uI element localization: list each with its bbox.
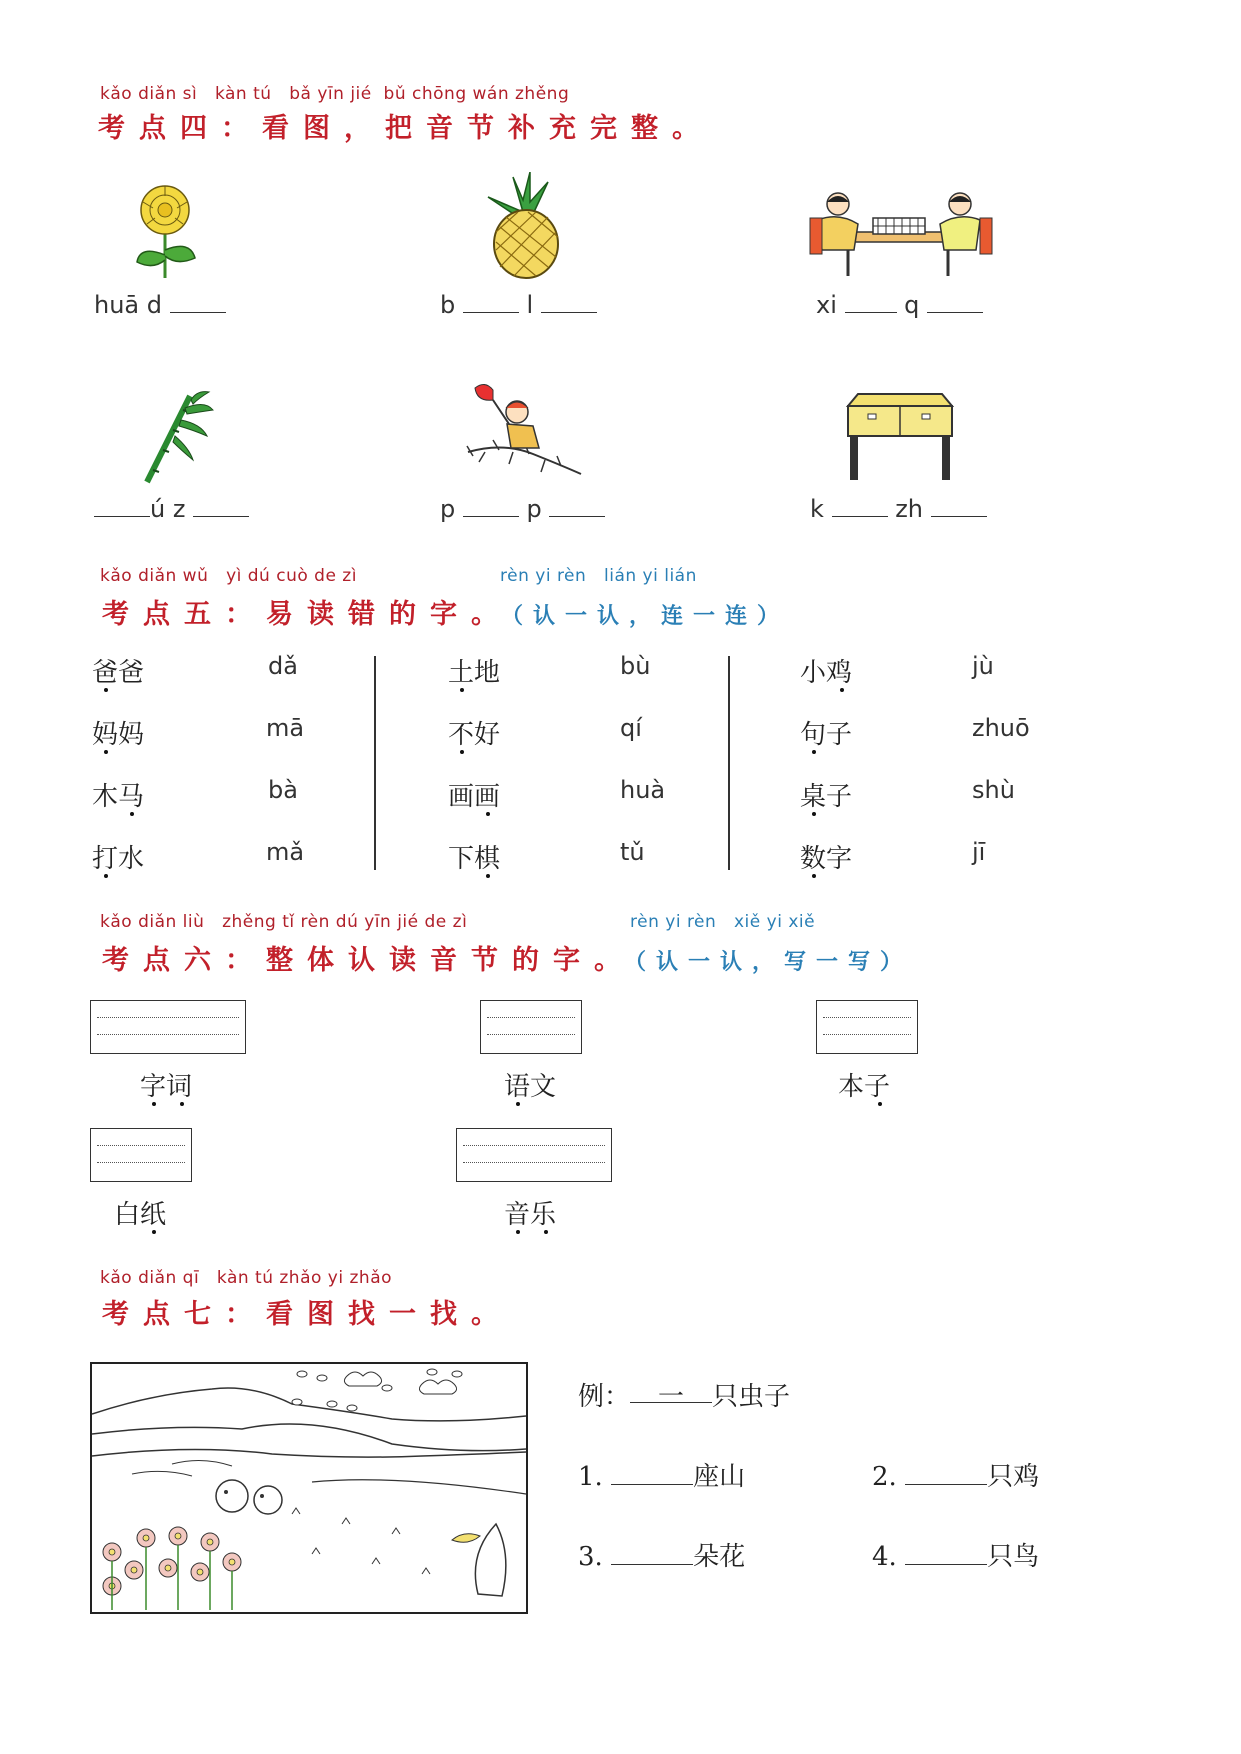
chess-players-icon <box>808 190 998 280</box>
section4-pinyin: kǎo diǎn sì kàn tú bǎ yīn jié bǔ chōng wán zhěng <box>100 84 570 104</box>
answer-blank[interactable] <box>905 1462 987 1485</box>
pinyin-item[interactable]: mǎ <box>266 838 305 866</box>
section6-instruction: （认一认，写一写） <box>635 950 913 975</box>
emphasis-dot <box>130 812 134 816</box>
word-item[interactable]: 不好 <box>448 720 501 750</box>
emphasis-dot <box>460 750 464 754</box>
writing-box[interactable] <box>90 1128 192 1182</box>
pinyin-item[interactable]: dǎ <box>268 652 298 680</box>
landscape-picture <box>90 1362 528 1614</box>
count-row-4: 4. 只鸟 <box>872 1542 1040 1572</box>
emphasis-dot <box>152 1102 156 1106</box>
pinyin-item[interactable]: qí <box>620 714 642 742</box>
desk-icon <box>838 392 958 482</box>
pinyin-item[interactable]: jù <box>972 652 994 680</box>
writing-box[interactable] <box>90 1000 246 1054</box>
pinyin-item[interactable]: huà <box>620 776 666 804</box>
emphasis-dot <box>104 874 108 878</box>
flower-icon <box>125 180 205 280</box>
emphasis-dot <box>180 1102 184 1106</box>
word-item: 音乐 <box>504 1200 557 1230</box>
emphasis-dot <box>516 1230 520 1234</box>
bamboo-pinyin-answer[interactable]: ú z <box>94 494 249 523</box>
landscape-drawing <box>92 1364 526 1612</box>
pinyin-item[interactable]: jī <box>972 838 986 866</box>
emphasis-dot <box>878 1102 882 1106</box>
word-item[interactable]: 妈妈 <box>92 720 145 750</box>
word-item[interactable]: 木马 <box>92 782 145 812</box>
pinyin-item[interactable]: bù <box>620 652 651 680</box>
emphasis-dot <box>152 1230 156 1234</box>
section6-pinyin: kǎo diǎn liù zhěng tǐ rèn dú yīn jié de zì <box>100 912 468 932</box>
emphasis-dot <box>812 750 816 754</box>
word-item: 白纸 <box>114 1200 167 1230</box>
word-item[interactable]: 下棋 <box>448 844 501 874</box>
emphasis-dot <box>486 874 490 878</box>
emphasis-dot <box>840 688 844 692</box>
emphasis-dot <box>104 750 108 754</box>
emphasis-dot <box>516 1102 520 1106</box>
example-row: 例： 一 只虫子 <box>578 1376 790 1413</box>
word-item[interactable]: 打水 <box>92 844 145 874</box>
word-item[interactable]: 小鸡 <box>800 658 853 688</box>
section7-pinyin: kǎo diǎn qī kàn tú zhǎo yi zhǎo <box>100 1268 393 1288</box>
answer-blank[interactable] <box>905 1542 987 1565</box>
example-answer: 一 <box>630 1376 712 1403</box>
word-item: 本子 <box>838 1072 891 1102</box>
flower-pinyin-answer[interactable]: huā d <box>94 290 226 319</box>
emphasis-dot <box>104 688 108 692</box>
emphasis-dot <box>544 1230 548 1234</box>
emphasis-dot <box>486 812 490 816</box>
count-row-2: 2. 只鸡 <box>872 1462 1040 1492</box>
word-item: 语文 <box>504 1072 557 1102</box>
pineapple-pinyin-answer[interactable]: b l <box>440 290 597 319</box>
count-row-1: 1. 座山 <box>578 1462 746 1492</box>
pinyin-item[interactable]: zhuō <box>972 714 1030 742</box>
section5-pinyin-sub: rèn yi rèn lián yi lián <box>500 566 697 586</box>
word-item[interactable]: 画画 <box>448 782 501 812</box>
section5-instruction: （认一认，连一连） <box>512 604 790 629</box>
desk-pinyin-answer[interactable]: k zh <box>810 494 987 523</box>
emphasis-dot <box>812 812 816 816</box>
pineapple-icon <box>478 172 568 282</box>
word-item: 字词 <box>140 1072 193 1102</box>
chess-pinyin-answer[interactable]: xi q <box>816 290 983 319</box>
column-divider <box>374 656 376 870</box>
emphasis-dot <box>812 874 816 878</box>
word-item[interactable]: 爸爸 <box>92 658 145 688</box>
column-divider <box>728 656 730 870</box>
writing-box[interactable] <box>816 1000 918 1054</box>
climbing-child-icon <box>463 382 583 482</box>
pinyin-item[interactable]: shù <box>972 776 1015 804</box>
pinyin-item[interactable]: bà <box>268 776 298 804</box>
word-item[interactable]: 桌子 <box>800 782 853 812</box>
pinyin-item[interactable]: mā <box>266 714 305 742</box>
answer-blank[interactable] <box>611 1542 693 1565</box>
section5-pinyin: kǎo diǎn wǔ yì dú cuò de zì <box>100 566 357 586</box>
writing-box[interactable] <box>456 1128 612 1182</box>
word-item[interactable]: 数字 <box>800 844 853 874</box>
section4-title: 考点四：看图，把音节补充完整。 <box>98 113 713 144</box>
word-item[interactable]: 土地 <box>448 658 501 688</box>
climb-pinyin-answer[interactable]: p p <box>440 494 605 523</box>
emphasis-dot <box>460 688 464 692</box>
bamboo-icon <box>135 390 215 485</box>
section7-title: 考点七：看图找一找。 <box>102 1299 512 1330</box>
pinyin-item[interactable]: tǔ <box>620 838 645 866</box>
word-item[interactable]: 句子 <box>800 720 853 750</box>
section6-title: 考点六：整体认读音节的字。（认一认，写一写） <box>102 945 913 976</box>
section5-title: 考点五：易读错的字。（认一认，连一连） <box>102 599 790 630</box>
section6-pinyin-sub: rèn yi rèn xiě yi xiě <box>630 912 816 932</box>
count-row-3: 3. 朵花 <box>578 1542 746 1572</box>
writing-box[interactable] <box>480 1000 582 1054</box>
answer-blank[interactable] <box>611 1462 693 1485</box>
